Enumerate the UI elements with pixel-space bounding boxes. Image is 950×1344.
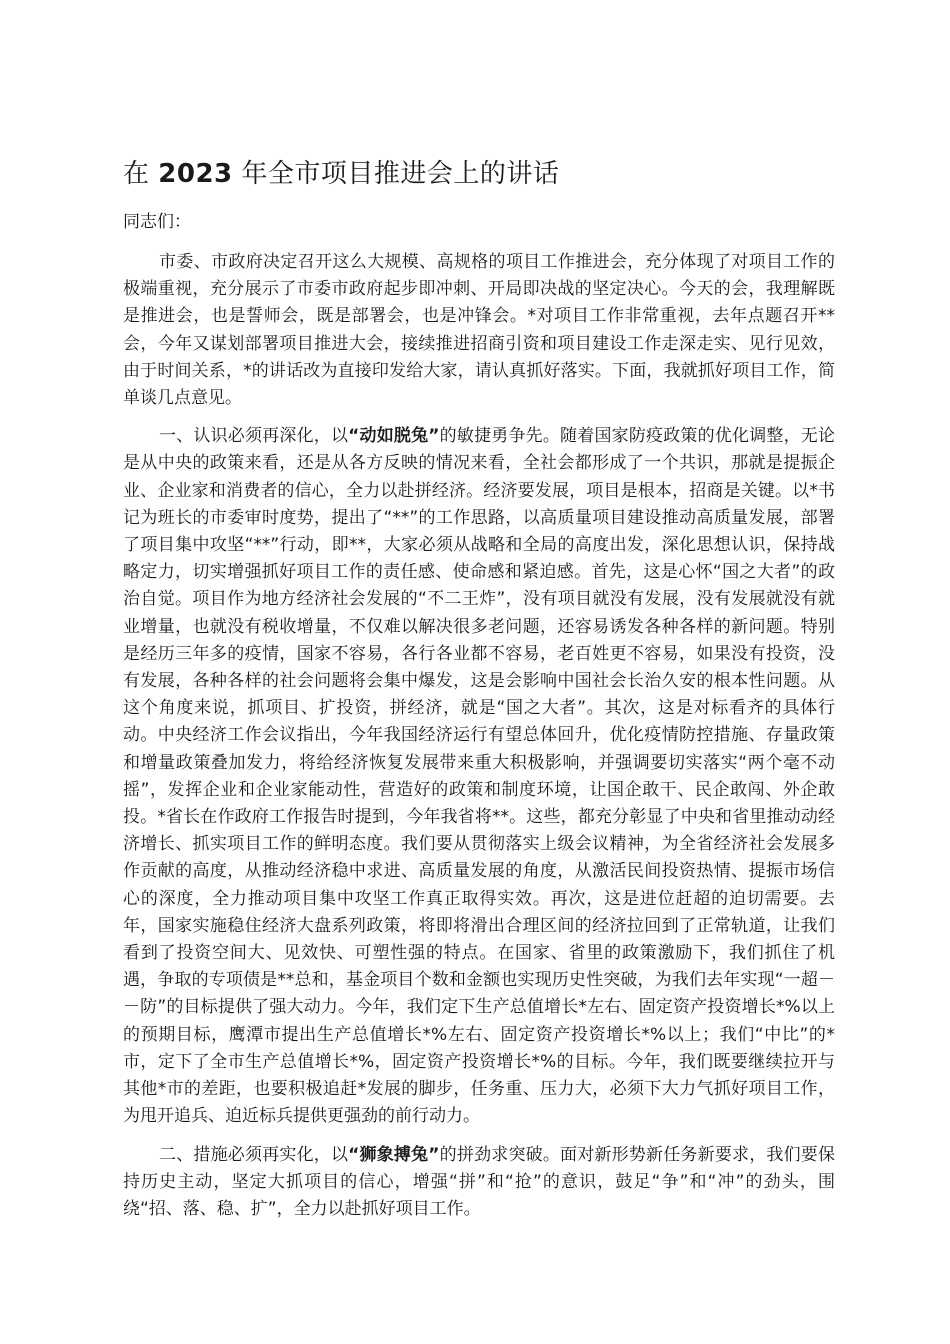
section-2-paragraph (123, 1142, 835, 1224)
section-1-lead: 一、认识必须再深化，以 (159, 426, 349, 447)
section-1-bold-phrase: “动如脱兔” (348, 426, 440, 447)
salutation: 同志们： (123, 212, 191, 232)
title-year: 2023 (158, 159, 233, 189)
title-prefix: 在 (123, 159, 150, 189)
section-1-body: 的敏捷勇争先。随着国家防疫政策的优化调整，无论是从中央的政策来看，还是从各方反映的情况来看，全社会都形成了一个共识，那就是提振企业、企业家和消费者的信心，全力以赴拼经济。经济要发展，项目是根本，招商是关键。以*书记为班长的市委审时度势，提出了“**”的工作思路，以高质量项目建设推动高质量发展，部署了项目集中攻坚“**”行动，即**，大家必须从战略和全局的高度出发，深化思想认识，保持战略定力，切实增强抓好项目工作的责任感、使命感和紧迫感。首先，这是心怀“国之大者”的政治自觉。项目作为地方经济社会发展的“不二王炸”，没有项目就没有发展，没有发展就没有就业增量，也就没有税收增量，不仅难以解决很多老问题，还容易诱发各种各样的新问题。特别是经历三年多的疫情，国家不容易，各行各业都不容易，老百姓更不容易，如果没有投资，没有发展，各种各样的社会问题将会集中爆发，这是会影响中国社会长治久安的根本性问题。从这个角度来说，抓项目、扩投资，拼经济，就是“国之大者”。其次，这是对标看齐的具体行动。中央经济工作会议指出，今年我国经济运行有望总体回升，优化疫情防控措施、存量政策和增量政策叠加发力，将给经济恢复发展带来重大积极影响，并强调要切实落实“两个毫不动摇”，发挥企业和企业家能动性，营造好的政策和制度环境，让国企敢干、民企敢闯、外企敢投。*省长在作政府工作报告时提到，今年我省将**。这些，都充分彰显了中央和省里推动动经济增长、抓实项目工作的鲜明态度。我们要从贯彻落实上级会议精神，为全省经济社会发展多作贡献的高度，从推动经济稳中求进、高质量发展的角度，从激活民间投资热情、提振市场信心的深度，全力推动项目集中攻坚工作真正取得实效。再次，这是进位赶超的迫切需要。去年，国家实施稳住经济大盘系列政策，将即将滑出合理区间的经济拉回到了正常轨道，让我们看到了投资空间大、见效快、可塑性强的特点。在国家、省里的政策激励下，我们抓住了机遇，争取的专项债是**总和，基金项目个数和金额也实现历史性突破，为我们去年实现“一超－－防”的目标提供了强大动力。今年，我们定下生产总值增长*左右、固定资产投资增长*%以上的预期目标，鹰潭市提出生产总值增长*%左右、固定资产投资增长*%以上；我们“中比”的*市，定下了全市生产总值增长*%，固定资产投资增长*%的目标。今年，我们既要继续拉开与其他*市的差距，也要积极追赶*发展的脚步，任务重、压力大，必须下大力气抓好项目工作，为甩开追兵、迫近标兵提供更强劲的前行动力。 (123, 426, 835, 1127)
section-2-lead: 二、措施必须再实化，以 (159, 1144, 349, 1165)
section-2-body: 的拼劲求突破。面对新形势新任务新要求，我们要保持历史主动，坚定大抓项目的信心，增强“拼”和“抢”的意识，鼓足“争”和“冲”的劲头，围绕“招、落、稳、扩”，全力以赴抓好项目工作。 (123, 1144, 835, 1219)
section-2-bold-phrase: “狮象搏兔” (348, 1144, 440, 1165)
document-title (123, 150, 835, 198)
document-page (123, 150, 835, 1234)
section-1-paragraph (123, 423, 835, 1130)
intro-paragraph: 市委、市政府决定召开这么大规模、高规格的项目工作推进会，充分体现了对项目工作的极端重视，充分展示了市委市政府起步即冲刺、开局即决战的坚定决心。今天的会，我理解既是推进会，也是誓师会，既是部署会，也是冲锋会。*对项目工作非常重视，去年点题召开**会，今年又谋划部署项目推进大会，接续推进招商引资和项目建设工作走深走实、见行见效，由于时间关系，*的讲话改为直接印发给大家，请认真抓好落实。下面，我就抓好项目工作，简单谈几点意见。 (123, 252, 835, 409)
title-suffix: 年全市项目推进会上的讲话 (241, 159, 560, 189)
